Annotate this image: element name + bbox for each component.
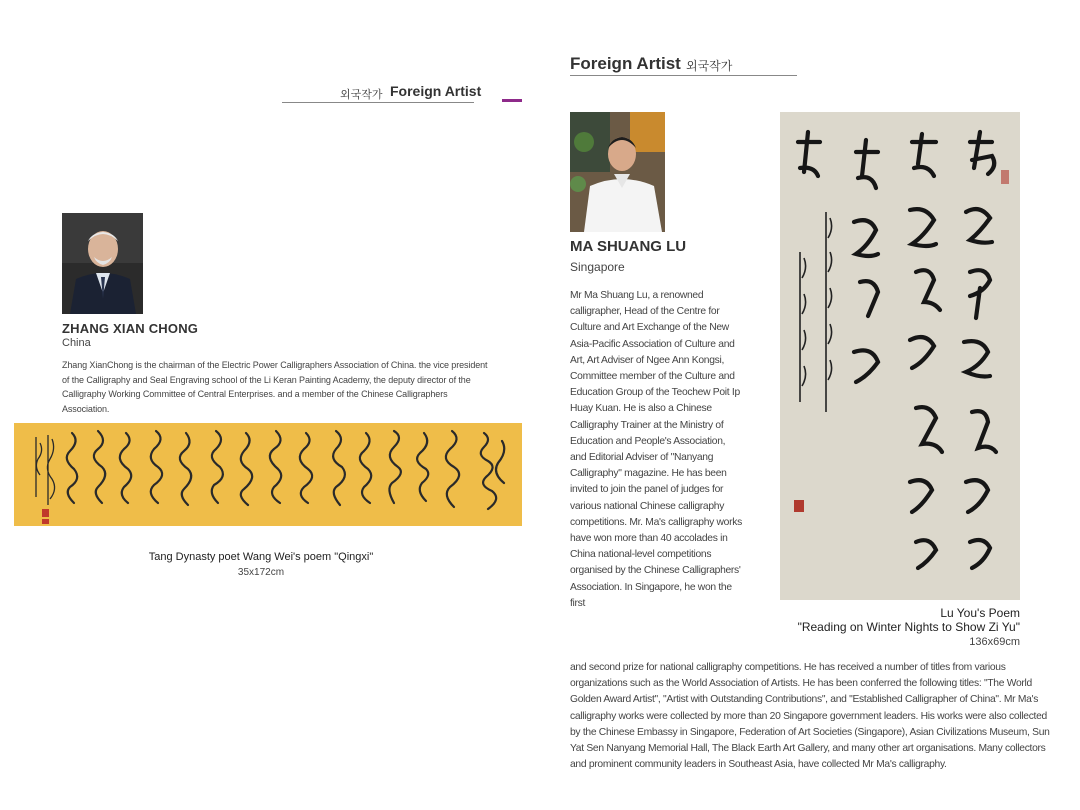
- calligraphy-artwork-horizontal: [14, 423, 522, 526]
- left-header-title: Foreign Artist: [390, 83, 482, 99]
- artwork-size: 136x69cm: [969, 636, 1020, 648]
- right-header-divider: [570, 75, 797, 76]
- artwork-title-line2: "Reading on Winter Nights to Show Zi Yu": [797, 620, 1020, 634]
- calligraphy-artwork-vertical: [780, 112, 1020, 600]
- accent-mark: [502, 99, 522, 102]
- right-header-korean: 외국작가: [686, 59, 733, 73]
- artist-bio-column: Mr Ma Shuang Lu, a renowned calligrapher, Head of the Centre for Culture and Art Exchange of the New Asia-Pacific Association of Culture and Art, Art Adviser of Ngee Ann Kongsi, Committee member of the Culture and Education Group of the Teochew Poit Ip Huay Kuan. He is also a Chinese Calligraphy Trainer at the Ministry of Education and People's Association, and Editorial Adviser of "Nanyang Calligraphy" magazine. He has been invited to join the panel of judges for various national Chinese calligraphy competitions. Mr. Ma's calligraphy works have won more than 40 accolades in China national-level competitions organised by the Chinese Calligraphers' Association. In Singapore, he won the first: [570, 290, 742, 609]
- artist-portrait-zhang: [62, 213, 143, 314]
- artist-country: China: [62, 337, 91, 349]
- left-header-divider: [282, 102, 474, 103]
- artist-name: MA SHUANG LU: [570, 238, 687, 255]
- left-header-korean: 외국작가: [340, 89, 383, 101]
- artist-country: Singapore: [570, 260, 625, 274]
- artist-portrait-ma: [570, 112, 665, 232]
- artist-bio-continued: and second prize for national calligraphy competitions. He has received a number of titles from various organizations such as the World Association of Artists. He has been conferred the following titles: "The World Golden Award Artist", "Artist with Outstanding Contributions", and "Established Calligrapher of China". Mr Ma's calligraphy works were collected by more than 20 Singapore government leaders. His works were also collected by the Chinese Embassy in Singapore, Federation of Art Societies (Singapore), Asian Civilizations Museum, Sun Yat Sen Nanyang Memorial Hall, The Black Earth Art Gallery, and many other art organisations. Many collectors and prominent community leaders in Southeast Asia, have collected Mr Ma's calligraphy.: [570, 662, 1050, 771]
- right-header-title: Foreign Artist: [570, 54, 681, 73]
- artist-name: ZHANG XIAN CHONG: [62, 321, 199, 336]
- artwork-title-line1: Lu You's Poem: [940, 606, 1020, 620]
- artist-bio: Zhang XianChong is the chairman of the Electric Power Calligraphers Association of China. the vice president of the Calligraphy and Seal Engraving school of the Li Keran Painting Academy, the deputy director of the Calligraphy Working Committee of Central Enterprises. and a member of the Chinese Calligraphers Association.: [62, 360, 488, 414]
- artwork-size: 35x172cm: [237, 567, 285, 578]
- artwork-title: Tang Dynasty poet Wang Wei's poem "Qingxi": [148, 551, 374, 563]
